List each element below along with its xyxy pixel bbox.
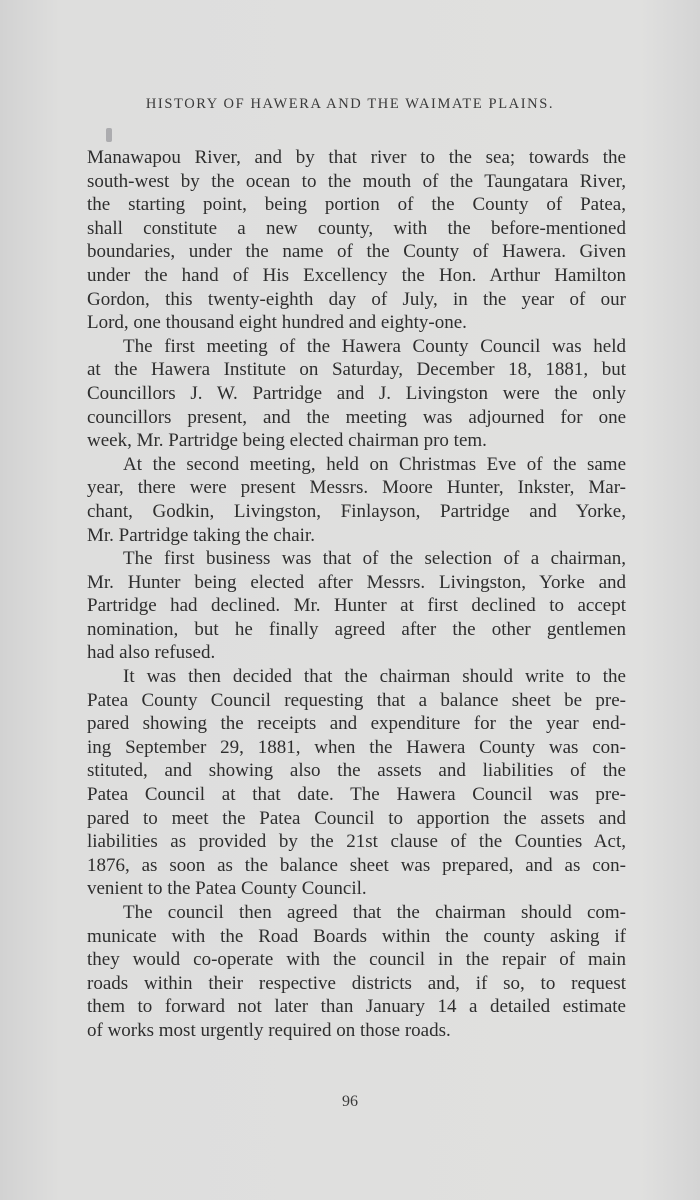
text-line: pared to meet the Patea Council to apportion the assets and bbox=[87, 807, 626, 829]
text-line: Mr. Partridge taking the chair. bbox=[87, 524, 315, 546]
text-line: councillors present, and the meeting was adjourned for one bbox=[87, 406, 626, 428]
text-line: Manawapou River, and by that river to the sea; towards the bbox=[87, 147, 626, 168]
text-line: liabilities as provided by the 21st clause of the Counties Act, bbox=[87, 831, 626, 853]
text-line: stituted, and showing also the assets and liabilities of the bbox=[87, 760, 626, 782]
text-line: Councillors J. W. Partridge and J. Livingston were the only bbox=[87, 382, 626, 404]
text-line: ing September 29, 1881, when the Hawera County was con- bbox=[87, 736, 626, 758]
text-line: municate with the Road Boards within the county asking if bbox=[87, 925, 626, 947]
page-number: 96 bbox=[342, 1093, 358, 1110]
text-line: Partridge had declined. Mr. Hunter at first declined to accept bbox=[87, 595, 626, 617]
text-line: year, there were present Messrs. Moore Hunter, Inkster, Mar- bbox=[87, 477, 626, 499]
text-line: The first meeting of the Hawera County Council was held bbox=[123, 335, 626, 357]
text-line: the starting point, being portion of the County of Patea, bbox=[87, 194, 626, 216]
text-line: of works most urgently required on those roads. bbox=[87, 1019, 451, 1041]
text-line: chant, Godkin, Livingston, Finlayson, Partridge and Yorke, bbox=[87, 500, 626, 522]
text-line: Gordon, this twenty-eighth day of July, in the year of our bbox=[87, 288, 626, 310]
paragraph bbox=[87, 547, 626, 665]
paragraph bbox=[87, 146, 626, 335]
running-head: HISTORY OF HAWERA AND THE WAIMATE PLAINS. bbox=[145, 96, 555, 112]
print-speck bbox=[106, 128, 112, 142]
text-line: roads within their respective districts and, if so, to request bbox=[87, 972, 626, 994]
text-line: shall constitute a new county, with the before-mentioned bbox=[87, 217, 626, 239]
text-line: At the second meeting, held on Christmas Eve of the same bbox=[123, 453, 626, 475]
paragraph bbox=[87, 453, 626, 547]
text-line: pared showing the receipts and expenditure for the year end- bbox=[87, 713, 626, 735]
text-line: them to forward not later than January 14 a detailed estimate bbox=[87, 996, 626, 1018]
text-line: had also refused. bbox=[87, 642, 216, 664]
text-line: boundaries, under the name of the County of Hawera. Given bbox=[87, 241, 626, 263]
text-line: It was then decided that the chairman should write to the bbox=[123, 666, 626, 688]
paragraph bbox=[87, 901, 626, 1043]
paragraph bbox=[87, 335, 626, 453]
text-line: under the hand of His Excellency the Hon. Arthur Hamilton bbox=[87, 264, 626, 286]
text-line: week, Mr. Partridge being elected chairman pro tem. bbox=[87, 430, 487, 452]
text-line: nomination, but he finally agreed after the other gentlemen bbox=[87, 618, 626, 640]
text-line: south-west by the ocean to the mouth of the Taungatara River, bbox=[87, 170, 626, 192]
paragraph bbox=[87, 665, 626, 901]
text-line: they would co-operate with the council in the repair of main bbox=[87, 949, 626, 971]
text-line: Mr. Hunter being elected after Messrs. Livingston, Yorke and bbox=[87, 571, 626, 593]
text-line: venient to the Patea County Council. bbox=[87, 878, 367, 900]
text-line: at the Hawera Institute on Saturday, December 18, 1881, but bbox=[87, 359, 626, 381]
body-text bbox=[87, 146, 626, 1043]
text-line: Patea County Council requesting that a balance sheet be pre- bbox=[87, 689, 626, 711]
text-line: The council then agreed that the chairman should com- bbox=[123, 902, 626, 923]
text-line: 1876, as soon as the balance sheet was prepared, and as con- bbox=[87, 854, 626, 876]
text-line: The first business was that of the selection of a chairman, bbox=[123, 548, 626, 570]
text-line: Patea Council at that date. The Hawera Council was pre- bbox=[87, 784, 626, 806]
text-line: Lord, one thousand eight hundred and eighty-one. bbox=[87, 312, 467, 334]
